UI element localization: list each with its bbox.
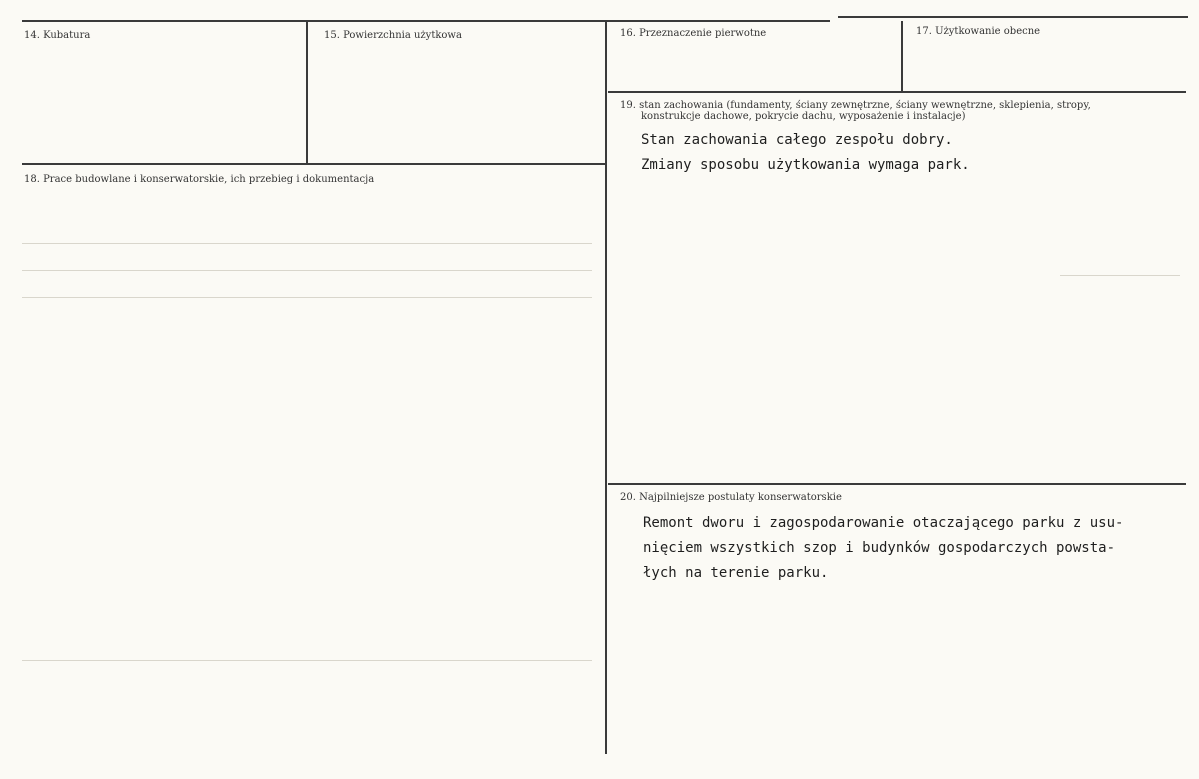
bleed-through-line xyxy=(22,270,592,271)
field-20-text-line: nięciem wszystkich szop i budynków gospodarczych powsta- xyxy=(643,540,1116,556)
field-15-label: 15. Powierzchnia użytkowa xyxy=(324,30,462,41)
rule-row-20 xyxy=(608,483,1186,485)
bleed-through-line xyxy=(22,243,592,244)
field-19-label-line2: konstrukcje dachowe, pokrycie dachu, wyposażenie i instalacje) xyxy=(641,111,966,122)
bleed-through-line xyxy=(22,660,592,661)
divider-14-15 xyxy=(306,21,308,164)
field-20-text-line: Remont dworu i zagospodarowanie otaczającego parku z usu- xyxy=(643,515,1124,531)
bleed-through-line xyxy=(1060,275,1180,276)
field-18-label: 18. Prace budowlane i konserwatorskie, ich przebieg i dokumentacja xyxy=(24,174,375,185)
field-19-text-line: Zmiany sposobu użytkowania wymaga park. xyxy=(641,157,970,173)
field-20-text-line: łych na terenie parku. xyxy=(643,565,829,581)
divider-16-17 xyxy=(901,21,903,92)
field-20-label: 20. Najpilniejsze postulaty konserwatorskie xyxy=(620,492,842,503)
top-rule-left xyxy=(22,20,830,22)
rule-row-16-17 xyxy=(608,91,1186,93)
rule-row-2-left xyxy=(22,163,606,165)
field-19-label-line1: 19. stan zachowania (fundamenty, ściany zewnętrzne, ściany wewnętrzne, sklepienia, stropy, xyxy=(620,100,1091,111)
bleed-through-line xyxy=(22,297,592,298)
field-19-typed-text xyxy=(641,128,970,178)
top-rule-right xyxy=(838,16,1188,18)
field-19-text-line: Stan zachowania całego zespołu dobry. xyxy=(641,132,953,148)
field-16-label: 16. Przeznaczenie pierwotne xyxy=(620,28,767,39)
field-20-typed-text xyxy=(643,511,1123,586)
field-17-label: 17. Użytkowanie obecne xyxy=(916,26,1041,37)
field-14-label: 14. Kubatura xyxy=(24,30,91,41)
divider-main-column xyxy=(605,21,607,754)
